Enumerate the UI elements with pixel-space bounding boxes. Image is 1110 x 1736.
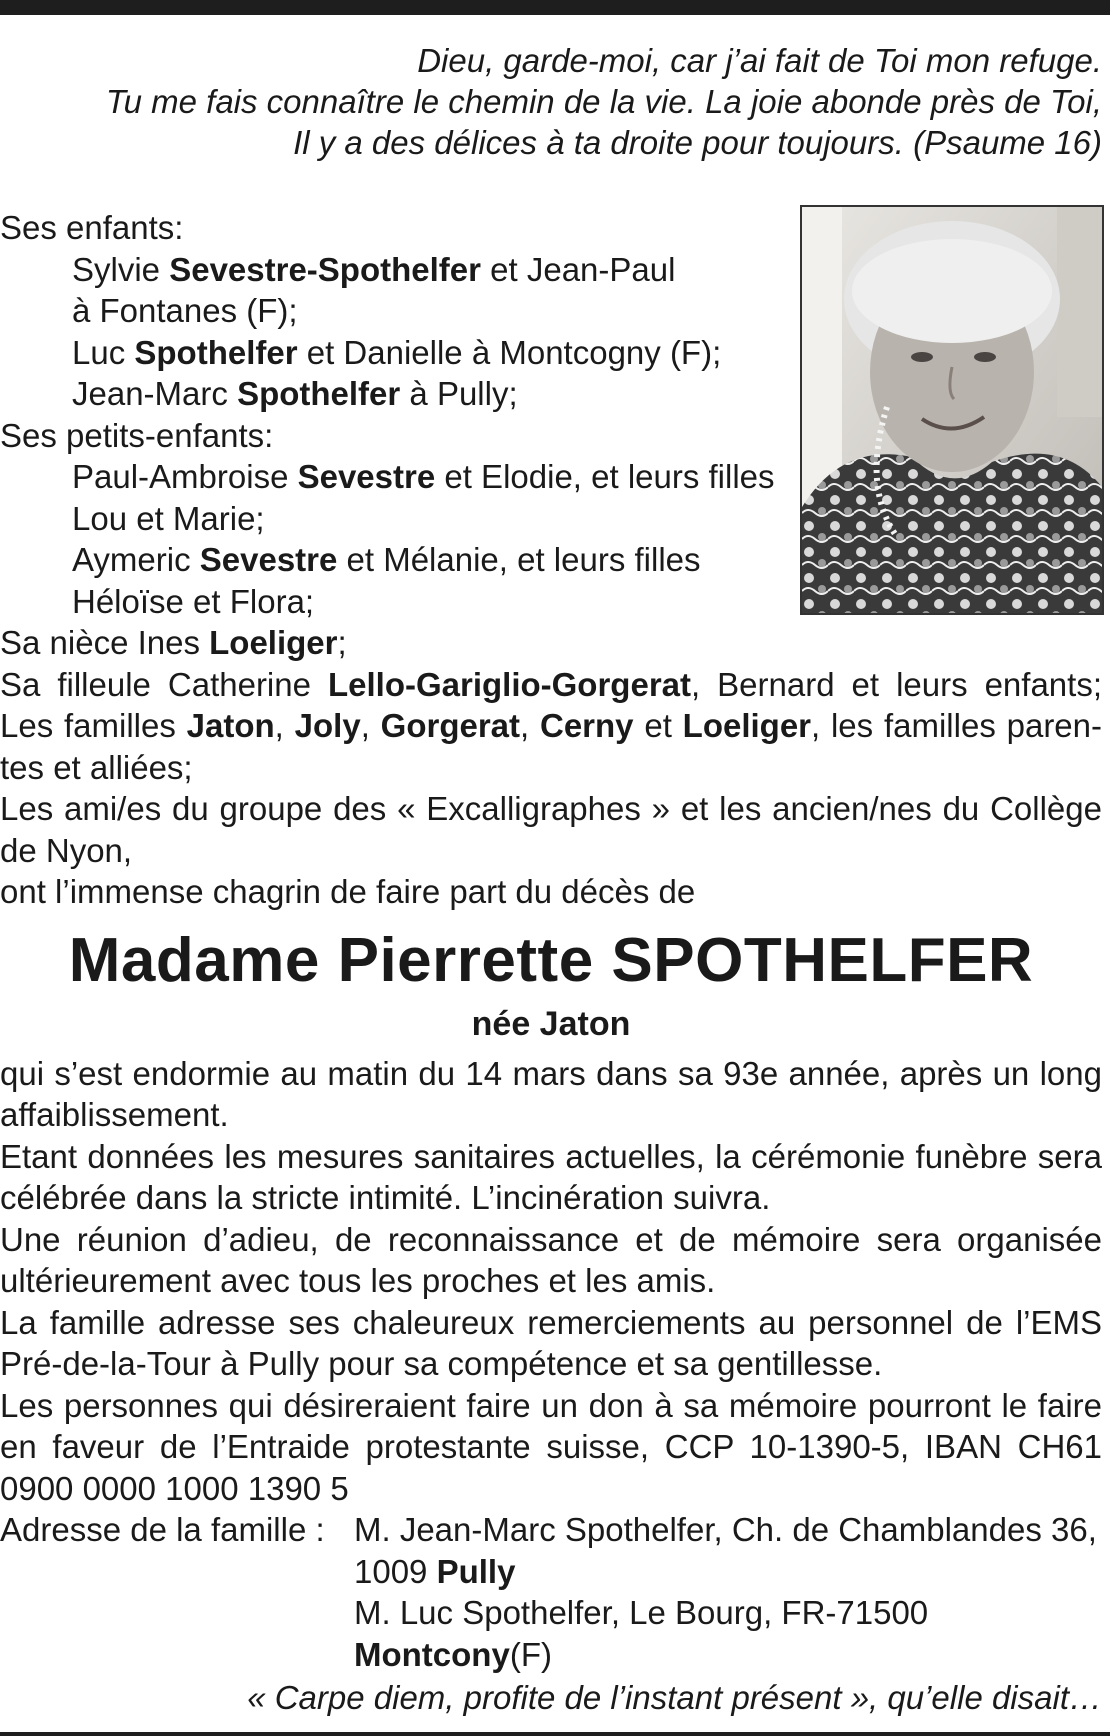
amis-line-continuation: de Nyon,: [0, 831, 133, 869]
family-entry-continuation: Héloïse et Flora;: [72, 582, 315, 620]
address-values: [354, 1509, 1102, 1675]
entry-surname: Spothelfer: [134, 333, 298, 371]
entry-text: et Mélanie, et leurs filles: [337, 541, 701, 578]
entry-surname: Cerny: [540, 707, 634, 744]
address-line: M. Jean-Marc Spothelfer, Ch. de Chamblandes 36,: [354, 1511, 1097, 1548]
entry-text: Sylvie: [72, 250, 170, 288]
family-entry-continuation: à Fontanes (F);: [72, 292, 298, 329]
entry-text: Aymeric: [72, 541, 200, 578]
entry-surname: Jaton: [186, 707, 275, 744]
family-entry-continuation: Lou et Marie;: [72, 499, 265, 537]
entry-text: ,: [274, 707, 295, 744]
deceased-name: Madame Pierrette SPOTHELFER: [68, 925, 1034, 995]
closing-quote: « Carpe diem, profite de l’instant présent », qu’elle disait…: [247, 1679, 1102, 1716]
psalm-line: Tu me fais connaître le chemin de la vie. La joie abonde près de Toi,: [105, 83, 1102, 120]
family-entry: [0, 539, 1102, 581]
entry-surname: Sevestre: [297, 458, 436, 495]
entry-text: ,: [360, 707, 381, 744]
entry-surname: Sevestre-Spothelfer: [169, 250, 481, 288]
address-text: M. Luc Spothelfer, Le Bourg, FR-71500: [354, 1594, 929, 1631]
entry-text: et Elodie, et leurs filles: [435, 458, 775, 495]
paragraph: Etant données les mesures sanitaires actuelles, la cérémonie funèbre sera célébrée dans la stricte intimité. L’incinération suivra.: [0, 1137, 1102, 1216]
enfants-heading: Ses enfants:: [0, 209, 184, 246]
entry-text: Sa nièce Ines: [0, 624, 210, 661]
entry-surname: Gorgerat: [380, 707, 521, 744]
entry-text: Les familles: [0, 707, 187, 744]
entry-text: et: [633, 707, 683, 744]
entry-surname: Lello-Gariglio-Gorgerat: [327, 665, 692, 703]
entry-text: et Danielle à Montcogny (F);: [297, 333, 722, 371]
address-text: (F): [509, 1635, 552, 1673]
bottom-rule: [0, 1732, 1110, 1736]
paragraph: Les personnes qui désireraient faire un don à sa mémoire pourront le faire en faveur de l’Entraide protestante suisse, CCP 10-1390-5, IBAN CH61 0900 0000 1000 1390 5: [0, 1386, 1102, 1507]
familles-continuation: tes et alliées;: [0, 748, 193, 786]
address-city: Pully: [436, 1552, 516, 1590]
paragraph: La famille adresse ses chaleureux remerciements au personnel de l’EMS Pré-de-la-Tour à Pully pour sa compétence et sa gentillesse.: [0, 1303, 1102, 1382]
entry-surname: Loeliger: [682, 707, 812, 744]
paragraph: qui s’est endormie au matin du 14 mars dans sa 93e année, après un long affaiblissement.: [0, 1054, 1102, 1133]
family-address: [0, 1509, 1102, 1675]
amis-line: Les ami/es du groupe des « Excalligraphes » et les ancien/nes du Collège: [0, 790, 1102, 827]
entry-surname: Spothelfer: [237, 375, 401, 412]
address-city: Montcony: [354, 1635, 510, 1673]
address-line: [354, 1592, 1102, 1675]
filleule-entry: [0, 664, 1102, 706]
address-text: 1009: [354, 1552, 437, 1590]
obituary-body: [0, 207, 1102, 1719]
entry-text: Luc: [72, 333, 135, 371]
entry-text: ,: [520, 707, 540, 744]
petits-enfants-heading: Ses petits-enfants:: [0, 416, 274, 454]
paragraph: Une réunion d’adieu, de reconnaissance et de mémoire sera organisée ultérieurement avec tous les proches et les amis.: [0, 1220, 1102, 1299]
family-entry: [0, 373, 1102, 415]
entry-text: et Jean-Paul: [480, 250, 676, 288]
entry-surname: Sevestre: [199, 541, 338, 578]
familles-entry: [0, 705, 1102, 747]
announcement-line: ont l’immense chagrin de faire part du décès de: [0, 873, 696, 910]
family-entry: [0, 456, 1102, 498]
family-entry: [0, 249, 1102, 291]
address-label: Adresse de la famille :: [0, 1511, 325, 1548]
entry-text: Jean-Marc: [72, 375, 238, 412]
entry-text: , les familles paren-: [811, 707, 1102, 744]
psalm-line: Dieu, garde-moi, car j’ai fait de Toi mon refuge.: [417, 42, 1102, 79]
entry-surname: Joly: [294, 707, 361, 744]
top-rule: [0, 0, 1110, 15]
niece-entry: [0, 622, 1102, 664]
entry-text: ;: [337, 624, 347, 661]
entry-surname: Loeliger: [209, 624, 338, 661]
entry-text: à Pully;: [400, 375, 518, 412]
family-entry: [0, 332, 1102, 374]
psalm-quote: [2, 40, 1102, 163]
maiden-name: née Jaton: [471, 1004, 631, 1043]
entry-text: Sa filleule Catherine: [0, 665, 328, 703]
psalm-line: Il y a des délices à ta droite pour toujours. (Psaume 16): [293, 124, 1102, 161]
entry-text: Paul-Ambroise: [72, 458, 298, 495]
address-line: [354, 1551, 1102, 1593]
entry-text: , Bernard et leurs enfants;: [691, 665, 1102, 703]
